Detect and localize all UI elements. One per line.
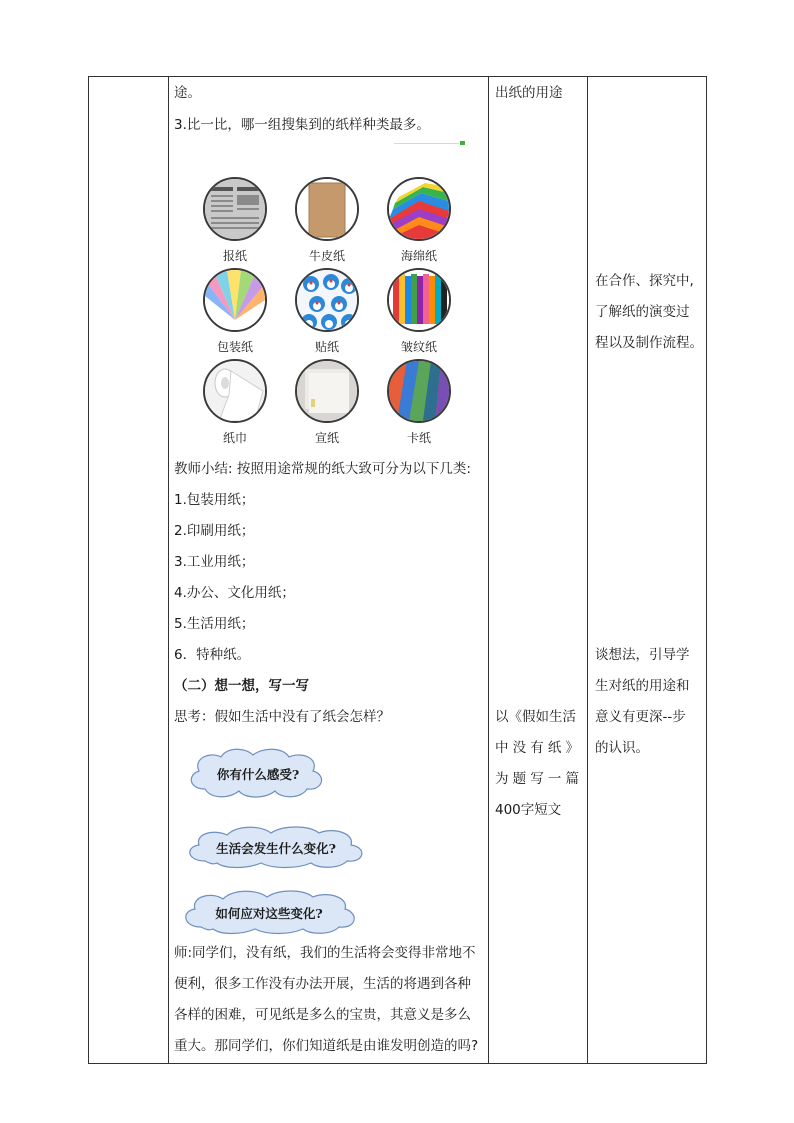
activity-char: 题 [512,771,527,787]
cardstock-icon [387,359,451,423]
teacher-speech: 师:同学们，没有纸，我们的生活将会变得非常地不 [174,945,476,961]
paper-label: 贴纸 [314,340,339,354]
stage-column [89,77,168,1063]
green-marker-icon [460,141,465,145]
paper-sample-kraft [281,177,373,263]
cloud-text: 你有什么感受? [216,767,300,782]
paper-sample-cardstock [373,359,465,445]
student-activity-column [489,77,587,1063]
activity-char: 为 [495,771,509,787]
activity-char: 》 [565,740,579,756]
intent-line: 生对纸的用途和 [595,678,690,694]
intent-line: 在合作、探究中, [595,273,694,289]
sticker-icon [295,268,359,332]
activity-line [495,769,579,789]
category-item: 1.包装用纸； [174,492,255,508]
intent-line: 意义有更深--步 [595,709,686,725]
paper-label: 牛皮纸 [308,249,345,263]
compare-instruction: 3.比一比，哪一组搜集到的纸样种类最多。 [174,117,430,133]
cloud-text: 如何应对这些变化? [215,906,323,921]
sponge-paper-icon [387,177,451,241]
cloud-bubble [179,889,359,935]
teacher-summary: 教师小结: 按照用途常规的纸大致可分为以下几类: [174,461,471,477]
kraft-paper-icon [295,177,359,241]
activity-char: 篇 [565,771,579,787]
cloud-text: 生活会发生什么变化? [216,841,336,856]
teacher-speech: 重大。那同学们，你们知道纸是由谁发明创造的吗? [174,1038,479,1054]
paper-sample-wrapping [189,268,281,354]
paper-label: 宣纸 [314,431,339,445]
intent-line: 谈想法，引导学 [595,647,690,663]
paper-label: 包装纸 [216,340,253,354]
newspaper-icon [203,177,267,241]
paper-sample-crepe [373,268,465,354]
activity-line: 以《假如生活 [495,709,576,725]
intent-line: 了解纸的演变过 [595,304,690,320]
category-item: 5.生活用纸； [174,616,255,632]
section-heading: （二）想一想，写一写 [174,678,309,694]
think-question: 思考：假如生活中没有了纸会怎样？ [174,709,390,725]
intent-line: 程以及制作流程。 [595,335,703,351]
paper-label: 纸巾 [222,431,247,445]
lesson-plan-table [88,76,707,1064]
design-intent-column [588,77,707,1063]
paper-sample-rice [281,359,373,445]
activity-char: 一 [547,771,562,787]
teaching-content-column [169,77,488,1063]
activity-char: 有 [530,740,544,756]
category-item: 6．特种纸。 [174,647,251,663]
content-line: 途。 [174,85,201,101]
category-item: 2.印刷用纸； [174,523,255,539]
activity-line: 400字短文 [495,802,562,818]
category-item: 4.办公、文化用纸； [174,585,295,601]
activity-char: 没 [512,740,527,756]
activity-line: 出纸的用途 [495,85,563,101]
paper-label: 卡纸 [406,431,431,445]
activity-char: 纸 [547,740,562,756]
rice-paper-icon [295,359,359,423]
activity-char: 写 [530,771,544,787]
category-item: 3.工业用纸； [174,554,255,570]
tissue-icon [203,359,267,423]
paper-label: 报纸 [222,249,247,263]
paper-sample-sponge [373,177,465,263]
wrapping-paper-icon [203,268,267,332]
teacher-speech: 便利，很多工作没有办法开展，生活的将遇到各种 [174,976,471,992]
paper-label: 皱纹纸 [400,340,437,354]
activity-char: 中 [495,740,509,756]
cloud-bubble [183,745,333,801]
paper-label: 海绵纸 [400,249,437,263]
paper-sample-newspaper [189,177,281,263]
paper-sample-tissue [189,359,281,445]
divider-line [394,143,459,144]
intent-line: 的认识。 [595,740,649,756]
cloud-bubble [181,825,371,869]
activity-line [495,738,579,758]
teacher-speech: 各样的困难，可见纸是多么的宝贵，其意义是多么 [174,1007,471,1023]
paper-sample-sticker [281,268,373,354]
crepe-paper-icon [387,268,451,332]
